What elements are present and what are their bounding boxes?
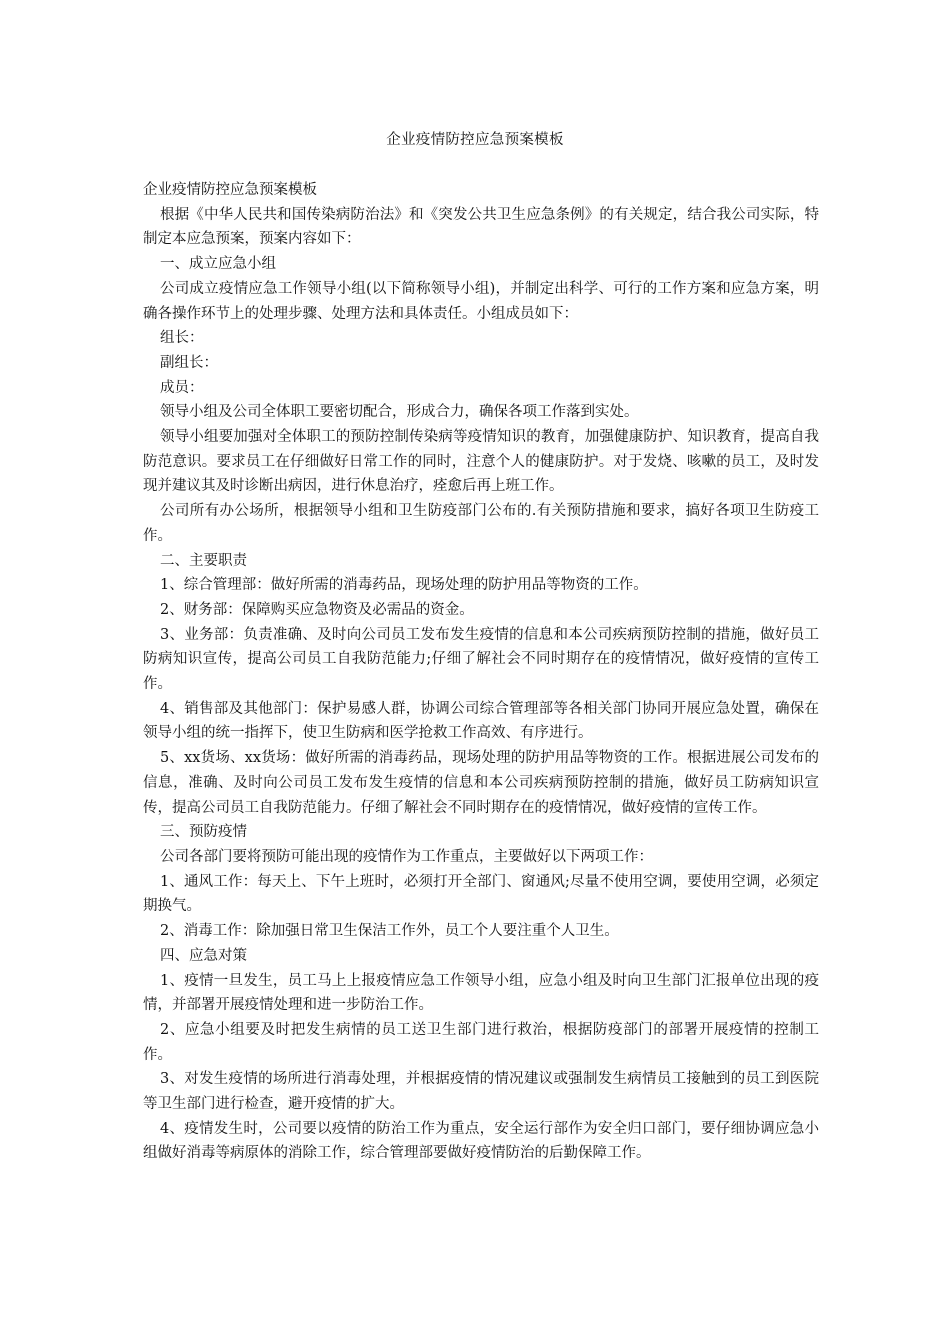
section-heading: 三、预防疫情 [160, 824, 247, 841]
paragraph: 领导小组及公司全体职工要密切配合，形成合力，确保各项工作落到实处。 [160, 404, 639, 421]
section-heading: 一、成立应急小组 [160, 256, 276, 273]
paragraph: 2、应急小组要及时把发生病情的员工送卫生部门进行救治，根据防疫部门的部署开展疫情的控制工作。 [143, 1021, 819, 1063]
paragraph: 公司所有办公场所，根据领导小组和卫生防疫部门公布的.有关预防措施和要求，搞好各项卫生防疫工作。 [143, 503, 819, 544]
paragraph: 成员： [160, 379, 204, 396]
paragraph: 根据《中华人民共和国传染病防治法》和《突发公共卫生应急条例》的有关规定，结合我公司实际，特制定本应急预案，预案内容如下： [143, 206, 819, 248]
paragraph: 4、疫情发生时，公司要以疫情的防治工作为重点，安全运行部作为安全归口部门，要仔细协调应急小组做好消毒等病原体的消除工作，综合管理部要做好疫情防治的后勤保障工作。 [143, 1120, 819, 1162]
document-body [143, 178, 819, 1166]
paragraph: 3、对发生疫情的场所进行消毒处理，并根据疫情的情况建议或强制发生病情员工接触到的员工到医院等卫生部门进行检查，避开疫情的扩大。 [143, 1071, 819, 1113]
paragraph: 4、销售部及其他部门：保护易感人群，协调公司综合管理部等各相关部门协同开展应急处置，确保在领导小组的统一指挥下，使卫生防病和医学抢救工作高效、有序进行。 [143, 700, 819, 742]
paragraph-heading: 企业疫情防控应急预案模板 [143, 182, 317, 198]
paragraph: 公司各部门要将预防可能出现的疫情作为工作重点，主要做好以下两项工作： [160, 848, 653, 865]
paragraph: 1、综合管理部：做好所需的消毒药品，现场处理的防护用品等物资的工作。 [160, 577, 648, 594]
paragraph: 3、业务部：负责准确、及时向公司员工发布发生疫情的信息和本公司疾病预防控制的措施，做好员工防病知识宣传，提高公司员工自我防范能力;仔细了解社会不同时期存在的疫情情况，做好疫情的宣传工作。 [143, 626, 819, 693]
paragraph: 1、通风工作：每天上、下午上班时，必须打开全部门、窗通风;尽量不使用空调，要使用空调，必须定期换气。 [143, 873, 819, 915]
paragraph: 公司成立疫情应急工作领导小组(以下简称领导小组)，并制定出科学、可行的工作方案和应急方案，明确各操作环节上的处理步骤、处理方法和具体责任。小组成员如下： [143, 280, 819, 322]
section-heading: 二、主要职责 [160, 552, 247, 569]
paragraph: 副组长： [160, 354, 218, 371]
document-title: 企业疫情防控应急预案模板 [386, 132, 564, 148]
paragraph: 1、疫情一旦发生，员工马上上报疫情应急工作领导小组，应急小组及时向卫生部门汇报单位出现的疫情，并部署开展疫情处理和进一步防治工作。 [143, 972, 819, 1014]
section-heading: 四、应急对策 [160, 947, 247, 964]
paragraph: 5、xx货场、xx货场：做好所需的消毒药品，现场处理的防护用品等物资的工作。根据进展公司发布的信息，准确、及时向公司员工发布发生疫情的信息和本公司疾病预防控制的措施，做好员工防病知识宣传，提高公司员工自我防范能力。仔细了解社会不同时期存在的疫情情况，做好疫情的宣传工作。 [143, 750, 819, 816]
paragraph: 组长： [160, 330, 204, 347]
paragraph: 领导小组要加强对全体职工的预防控制传染病等疫情知识的教育，加强健康防护、知识教育，提高自我防范意识。要求员工在仔细做好日常工作的同时，注意个人的健康防护。对于发烧、咳嗽的员工，及时发现并建议其及时诊断出病因，进行休息治疗，痊愈后再上班工作。 [143, 429, 819, 495]
paragraph: 2、财务部：保障购买应急物资及必需品的资金。 [160, 601, 474, 618]
paragraph: 2、消毒工作：除加强日常卫生保洁工作外，员工个人要注重个人卫生。 [160, 923, 619, 940]
